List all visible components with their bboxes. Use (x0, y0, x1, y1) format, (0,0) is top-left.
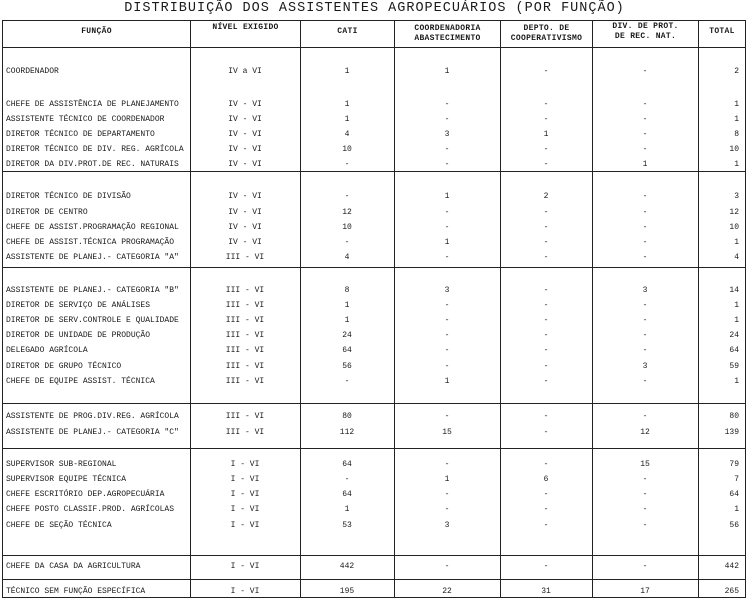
row-cati: 64 (342, 460, 352, 469)
row-coordenadoria: - (444, 460, 450, 469)
row-nivel: III - VI (225, 301, 265, 310)
row-total: 139 (724, 428, 739, 437)
header-div-prot (593, 22, 698, 42)
row-nivel: IV - VI (228, 145, 262, 154)
row-cati: 442 (339, 562, 355, 571)
group-rule (3, 448, 745, 449)
row-nivel: I - VI (230, 587, 260, 596)
table-row (3, 584, 745, 599)
row-total: 442 (724, 562, 739, 571)
row-div-prot: - (642, 412, 648, 421)
row-div-prot: 3 (642, 362, 648, 371)
group-rule (3, 579, 745, 580)
row-total: 1 (734, 505, 739, 514)
row-depto: 6 (543, 475, 549, 484)
header-coordenadoria-line2: ABASTECIMENTO (414, 34, 481, 43)
row-div-prot: - (642, 130, 648, 139)
row-cati: - (344, 192, 350, 201)
row-total: 1 (734, 316, 739, 325)
row-cati: 80 (342, 412, 352, 421)
row-nivel: I - VI (230, 521, 260, 530)
table-row (3, 112, 745, 127)
row-depto: - (543, 377, 549, 386)
row-depto: - (543, 160, 549, 169)
row-depto: - (543, 253, 549, 262)
row-nivel: III - VI (225, 286, 265, 295)
row-depto: - (543, 145, 549, 154)
row-coordenadoria: - (444, 223, 450, 232)
row-div-prot: - (642, 377, 648, 386)
table-row (3, 189, 745, 204)
row-cati: 64 (342, 346, 352, 355)
row-nivel: IV - VI (228, 208, 262, 217)
row-funcao: ASSISTENTE TÉCNICO DE COORDENADOR (6, 115, 165, 124)
row-div-prot: - (642, 521, 648, 530)
row-total: 8 (734, 130, 739, 139)
row-funcao: DELEGADO AGRÍCOLA (6, 346, 88, 355)
row-total: 59 (729, 362, 739, 371)
row-funcao: DIRETOR DE CENTRO (6, 208, 88, 217)
row-funcao: CHEFE DA CASA DA AGRICULTURA (6, 562, 141, 571)
row-cati: 4 (344, 253, 350, 262)
row-total: 79 (729, 460, 739, 469)
row-nivel: IV a VI (228, 67, 262, 76)
row-div-prot: - (642, 490, 648, 499)
table-row (3, 472, 745, 487)
row-total: 1 (734, 377, 739, 386)
row-div-prot: - (642, 208, 648, 217)
row-funcao: CHEFE POSTO CLASSIF.PROD. AGRÍCOLAS (6, 505, 175, 514)
row-funcao: DIRETOR TÉCNICO DE DEPARTAMENTO (6, 130, 155, 139)
row-total: 56 (729, 521, 739, 530)
table-row (3, 142, 745, 157)
table-row (3, 283, 745, 298)
row-total: 1 (734, 301, 739, 310)
row-funcao: ASSISTENTE DE PLANEJ.- CATEGORIA "A" (6, 253, 179, 262)
row-depto: - (543, 67, 549, 76)
row-nivel: I - VI (230, 460, 260, 469)
row-nivel: IV - VI (228, 238, 262, 247)
header-depto-line1: DEPTO. DE (523, 24, 570, 33)
row-funcao: DIRETOR DE GRUPO TÉCNICO (6, 362, 122, 371)
table-row (3, 409, 745, 424)
row-coordenadoria: 22 (442, 587, 452, 596)
row-nivel: IV - VI (228, 223, 262, 232)
row-nivel: I - VI (230, 490, 260, 499)
row-cati: - (344, 377, 350, 386)
group-rule (3, 555, 745, 556)
row-coordenadoria: 1 (444, 377, 450, 386)
header-depto (501, 24, 592, 44)
row-cati: 195 (339, 587, 355, 596)
row-nivel: III - VI (225, 253, 265, 262)
row-nivel: IV - VI (228, 115, 262, 124)
row-coordenadoria: - (444, 562, 450, 571)
row-depto: - (543, 490, 549, 499)
table-row (3, 298, 745, 313)
table-row (3, 457, 745, 472)
row-cati: 24 (342, 331, 352, 340)
row-depto: 2 (543, 192, 549, 201)
row-div-prot: - (642, 223, 648, 232)
row-cati: 112 (339, 428, 355, 437)
row-total: 10 (729, 223, 739, 232)
row-funcao: CHEFE DE ASSIST.TÉCNICA PROGRAMAÇÃO (6, 238, 175, 247)
row-depto: - (543, 412, 549, 421)
row-total: 1 (734, 238, 739, 247)
row-funcao: ASSISTENTE DE PLANEJ.- CATEGORIA "C" (6, 428, 179, 437)
row-coordenadoria: - (444, 362, 450, 371)
row-depto: 1 (543, 130, 549, 139)
row-total: 64 (729, 346, 739, 355)
row-total: 1 (734, 115, 739, 124)
table-row (3, 374, 745, 389)
row-coordenadoria: 1 (444, 475, 450, 484)
row-cati: 56 (342, 362, 352, 371)
row-depto: - (543, 100, 549, 109)
row-funcao: ASSISTENTE DE PROG.DIV.REG. AGRÍCOLA (6, 412, 179, 421)
row-div-prot: - (642, 115, 648, 124)
row-funcao: DIRETOR DE SERV.CONTROLE E QUALIDADE (6, 316, 179, 325)
row-nivel: I - VI (230, 505, 260, 514)
row-total: 12 (729, 208, 739, 217)
table-row (3, 97, 745, 112)
row-funcao: COORDENADOR (6, 67, 59, 76)
row-funcao: DIRETOR DE UNIDADE DE PRODUÇÃO (6, 331, 151, 340)
row-coordenadoria: - (444, 505, 450, 514)
table-row (3, 127, 745, 142)
distribution-table (2, 20, 746, 598)
row-depto: - (543, 562, 549, 571)
row-funcao: CHEFE ESCRITÓRIO DEP.AGROPECUÁRIA (6, 490, 165, 499)
table-row (3, 559, 745, 574)
header-div-line2: DE REC. NAT. (614, 32, 677, 41)
row-cati: 10 (342, 145, 352, 154)
row-cati: 1 (344, 316, 350, 325)
table-row (3, 425, 745, 440)
row-funcao: CHEFE DE SEÇÃO TÉCNICA (6, 521, 112, 530)
row-cati: 1 (344, 301, 350, 310)
row-coordenadoria: 3 (444, 130, 450, 139)
row-cati: 8 (344, 286, 350, 295)
row-cati: 12 (342, 208, 352, 217)
row-div-prot: - (642, 331, 648, 340)
row-nivel: III - VI (225, 331, 265, 340)
row-cati: - (344, 475, 350, 484)
row-depto: - (543, 521, 549, 530)
row-funcao: SUPERVISOR EQUIPE TÉCNICA (6, 475, 127, 484)
row-depto: - (543, 115, 549, 124)
header-nivel: NÍVEL EXIGIDO (212, 23, 279, 32)
table-row (3, 343, 745, 358)
row-cati: 64 (342, 490, 352, 499)
table-row (3, 313, 745, 328)
row-depto: - (543, 301, 549, 310)
row-coordenadoria: - (444, 253, 450, 262)
row-funcao: CHEFE DE EQUIPE ASSIST. TÉCNICA (6, 377, 155, 386)
table-row (3, 328, 745, 343)
row-coordenadoria: - (444, 490, 450, 499)
row-coordenadoria: - (444, 208, 450, 217)
row-nivel: III - VI (225, 428, 265, 437)
row-coordenadoria: 3 (444, 286, 450, 295)
row-coordenadoria: 15 (442, 428, 452, 437)
row-depto: - (543, 331, 549, 340)
row-nivel: III - VI (225, 316, 265, 325)
row-depto: - (543, 286, 549, 295)
table-row (3, 205, 745, 220)
row-total: 265 (724, 587, 739, 596)
header-div-line1: DIV. DE PROT. (612, 22, 679, 31)
row-coordenadoria: - (444, 100, 450, 109)
row-cati: 1 (344, 100, 350, 109)
row-cati: - (344, 238, 350, 247)
row-total: 4 (734, 253, 739, 262)
row-div-prot: - (642, 253, 648, 262)
row-div-prot: - (642, 67, 648, 76)
row-nivel: IV - VI (228, 192, 262, 201)
header-coordenadoria-line1: COORDENADORIA (414, 24, 481, 33)
row-coordenadoria: 1 (444, 67, 450, 76)
row-cati: 4 (344, 130, 350, 139)
row-depto: - (543, 428, 549, 437)
row-div-prot: - (642, 145, 648, 154)
row-div-prot: - (642, 301, 648, 310)
row-total: 64 (729, 490, 739, 499)
row-funcao: ASSISTENTE DE PLANEJ.- CATEGORIA "B" (6, 286, 179, 295)
row-coordenadoria: - (444, 160, 450, 169)
row-funcao: TÉCNICO SEM FUNÇÃO ESPECÍFICA (6, 587, 146, 596)
row-depto: - (543, 238, 549, 247)
row-total: 14 (729, 286, 739, 295)
row-depto: 31 (541, 587, 551, 596)
row-funcao: DIRETOR DE SERVIÇO DE ANÁLISES (6, 301, 151, 310)
row-nivel: III - VI (225, 412, 265, 421)
group-rule (3, 267, 745, 268)
row-nivel: III - VI (225, 377, 265, 386)
row-div-prot: 17 (640, 587, 650, 596)
group-rule (3, 403, 745, 404)
row-div-prot: - (642, 475, 648, 484)
row-depto: - (543, 316, 549, 325)
row-total: 24 (729, 331, 739, 340)
row-nivel: III - VI (225, 362, 265, 371)
header-cati: CATI (337, 27, 358, 36)
row-cati: 1 (344, 67, 350, 76)
row-coordenadoria: 3 (444, 521, 450, 530)
row-depto: - (543, 346, 549, 355)
header-rule (3, 47, 745, 48)
row-div-prot: - (642, 346, 648, 355)
row-depto: - (543, 505, 549, 514)
row-total: 1 (734, 100, 739, 109)
row-coordenadoria: - (444, 331, 450, 340)
row-div-prot: 15 (640, 460, 650, 469)
row-depto: - (543, 223, 549, 232)
row-coordenadoria: - (444, 346, 450, 355)
row-div-prot: 12 (640, 428, 650, 437)
row-cati: 1 (344, 505, 350, 514)
table-row (3, 220, 745, 235)
row-total: 80 (729, 412, 739, 421)
row-div-prot: 1 (642, 160, 648, 169)
row-total: 1 (734, 160, 739, 169)
row-total: 3 (734, 192, 739, 201)
row-nivel: IV - VI (228, 100, 262, 109)
row-funcao: DIRETOR TÉCNICO DE DIVISÃO (6, 192, 131, 201)
row-coordenadoria: - (444, 301, 450, 310)
table-row (3, 250, 745, 265)
row-div-prot: - (642, 100, 648, 109)
row-nivel: III - VI (225, 346, 265, 355)
table-row (3, 502, 745, 517)
row-funcao: DIRETOR DA DIV.PROT.DE REC. NATURAIS (6, 160, 179, 169)
header-funcao: FUNÇÃO (81, 27, 112, 36)
header-total: TOTAL (709, 27, 735, 36)
row-div-prot: - (642, 192, 648, 201)
row-nivel: IV - VI (228, 160, 262, 169)
table-row (3, 359, 745, 374)
row-funcao: CHEFE DE ASSIST.PROGRAMAÇÃO REGIONAL (6, 223, 179, 232)
row-funcao: SUPERVISOR SUB-REGIONAL (6, 460, 117, 469)
row-div-prot: 3 (642, 286, 648, 295)
header-coordenadoria (395, 24, 500, 44)
row-div-prot: - (642, 505, 648, 514)
row-funcao: DIRETOR TÉCNICO DE DIV. REG. AGRÍCOLA (6, 145, 184, 154)
row-cati: - (344, 160, 350, 169)
row-depto: - (543, 208, 549, 217)
row-nivel: I - VI (230, 475, 260, 484)
row-total: 10 (729, 145, 739, 154)
row-coordenadoria: - (444, 145, 450, 154)
row-total: 7 (734, 475, 739, 484)
row-div-prot: - (642, 562, 648, 571)
table-row (3, 64, 745, 79)
page-title: DISTRIBUIÇÃO DOS ASSISTENTES AGROPECUÁRIOS (POR FUNÇÃO) (124, 1, 625, 16)
row-cati: 10 (342, 223, 352, 232)
row-div-prot: - (642, 238, 648, 247)
row-div-prot: - (642, 316, 648, 325)
header-depto-line2: COOPERATIVISMO (510, 34, 583, 43)
row-coordenadoria: - (444, 115, 450, 124)
row-nivel: I - VI (230, 562, 260, 571)
row-coordenadoria: - (444, 412, 450, 421)
row-nivel: IV - VI (228, 130, 262, 139)
row-depto: - (543, 362, 549, 371)
table-row (3, 518, 745, 533)
row-cati: 53 (342, 521, 352, 530)
table-row (3, 487, 745, 502)
row-total: 2 (734, 67, 739, 76)
table-row (3, 157, 745, 172)
row-depto: - (543, 460, 549, 469)
row-funcao: CHEFE DE ASSISTÊNCIA DE PLANEJAMENTO (6, 100, 179, 109)
row-coordenadoria: - (444, 316, 450, 325)
row-coordenadoria: 1 (444, 238, 450, 247)
row-cati: 1 (344, 115, 350, 124)
row-coordenadoria: 1 (444, 192, 450, 201)
table-row (3, 235, 745, 250)
